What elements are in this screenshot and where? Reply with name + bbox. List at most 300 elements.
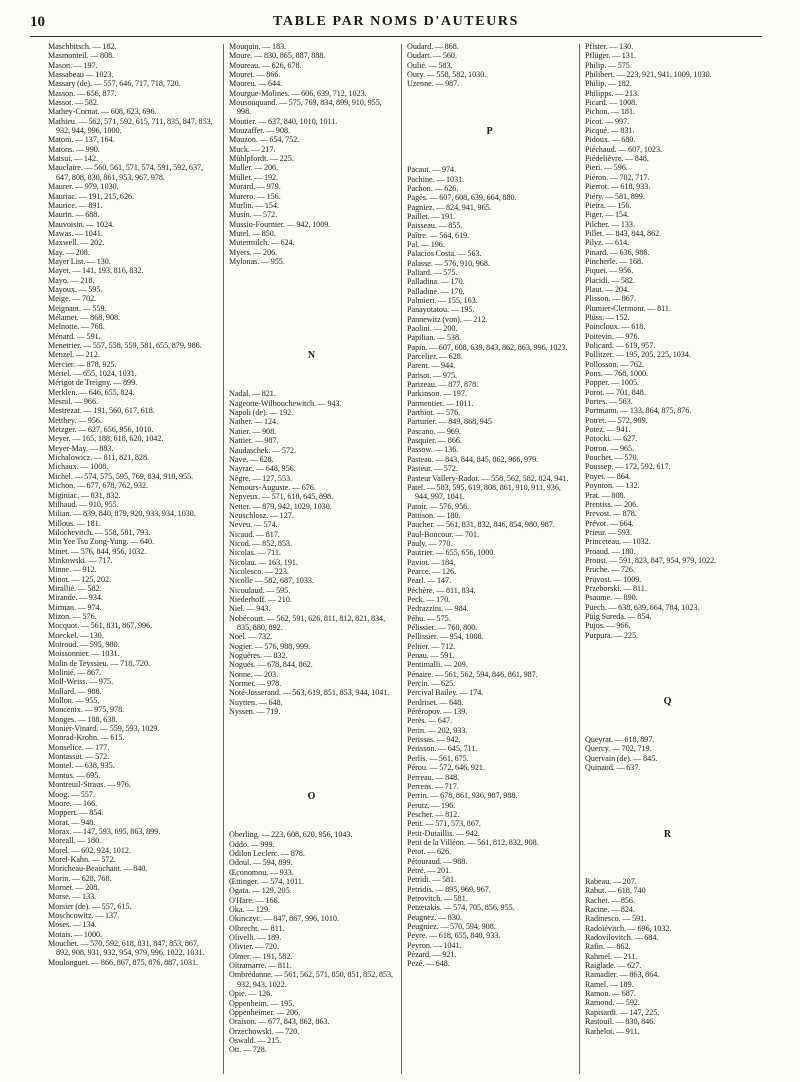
index-entry: Morin. — 628, 768. xyxy=(48,873,112,883)
index-entry: Mühlpfordt. — 225. xyxy=(229,154,294,164)
index-entry: Pannewitz (von). — 212. xyxy=(407,314,488,324)
index-entry: Péhu. — 575. xyxy=(407,613,451,623)
index-entry: Picard. — 1008. xyxy=(585,98,638,108)
index-entry: Murlin. — 154. xyxy=(229,200,280,210)
index-entry: Mauriac. — 191, 215, 626. xyxy=(48,191,135,201)
index-entry: Pujos. — 966. xyxy=(585,621,631,631)
index-entry: Piger. — 154. xyxy=(585,210,630,220)
index-entry: Pidoux. — 680. xyxy=(585,135,636,145)
index-entry: Napoli (de). — 192. xyxy=(229,408,294,418)
index-entry: Niederhoff. — 210. xyxy=(229,595,292,604)
index-entry: Maurice. — 891. xyxy=(48,200,103,210)
section-letter: O xyxy=(307,791,317,803)
index-entry: Noguères. — 832. xyxy=(229,651,288,661)
index-entry: Ott. — 728. xyxy=(229,1045,267,1055)
index-entry: Moncenix. — 975, 978. xyxy=(48,705,125,715)
index-entry: Oswald. — 215. xyxy=(229,1035,282,1045)
index-entry: Parent. — 944. xyxy=(407,361,456,371)
index-entry: Milian. — 839, 840, 879, 920, 933, 934, 1030. xyxy=(48,509,196,519)
index-entry: Oka. — 129. xyxy=(229,905,271,915)
index-entry: Quervain (de). — 845. xyxy=(585,753,658,763)
index-entry: Rathelot. — 911. xyxy=(585,1026,640,1036)
index-column-2 xyxy=(229,42,395,1077)
index-entry: Mizon. — 576. xyxy=(48,611,97,621)
index-entry: Rapisardi. — 147, 225. xyxy=(585,1007,660,1017)
index-entry: Pauly. — 770. xyxy=(407,538,453,548)
index-entry: Moore. — 166. xyxy=(48,798,98,808)
index-entry: Nicaud. — 817. xyxy=(229,529,280,539)
index-entry: Massabeau — 1023. xyxy=(48,70,114,80)
section-letter: N xyxy=(307,350,317,362)
index-entry: Mériel. — 655, 1024, 1031. xyxy=(48,369,137,379)
index-entry: Pedrazzini. — 984. xyxy=(407,604,469,614)
index-entry: Proaud. — 180. xyxy=(585,546,636,556)
index-entry: Peck. — 170. xyxy=(407,594,451,604)
index-entry: Perin. — 202, 933. xyxy=(407,725,468,735)
index-entry: Paître. — 564, 619. xyxy=(407,230,470,240)
index-entry: Pascano. — 969. xyxy=(407,426,462,436)
index-entry: Parmentier. — 1011. xyxy=(407,398,474,408)
index-entry: Radovilovitch. — 684. xyxy=(585,933,659,943)
index-entry: Millous. — 181. xyxy=(48,518,101,528)
index-entry: Niel. — 943. xyxy=(229,604,271,614)
index-entry: Petridis. — 895, 969, 967. xyxy=(407,884,491,894)
index-entry: Moog. — 557. xyxy=(48,789,95,799)
index-entry: Pierrot. — 618, 933. xyxy=(585,182,651,192)
index-entry: Peyron. — 1041. xyxy=(407,940,462,950)
index-entry: Molin de Teyssieu. — 718, 720. xyxy=(48,658,151,668)
index-entry: Nicolau. — 163, 191. xyxy=(229,557,298,567)
index-entry: Nepveux. — 571, 618, 645, 898. xyxy=(229,492,334,502)
index-entry: Purpura. — 225. xyxy=(585,630,639,640)
index-entry: Pilcher. — 133. xyxy=(585,219,636,229)
index-entry: Muck. — 217. xyxy=(229,144,276,154)
index-entry: Palmieri. — 155, 163. xyxy=(407,295,478,305)
index-entry: Mayo. — 218. xyxy=(48,275,95,285)
index-entry: Minot. — 125, 202. xyxy=(48,574,112,584)
index-entry: Pflüger. — 131. xyxy=(585,51,636,61)
index-entry: Nyssen. — 719. xyxy=(229,707,281,717)
index-entry: Menzel. — 212. xyxy=(48,350,100,360)
index-entry: Pearl. — 147. xyxy=(407,576,452,586)
index-entry: Moschcowitz. — 137. xyxy=(48,910,120,920)
page-title: TABLE PAR NOMS D'AUTEURS xyxy=(273,14,519,29)
index-entry: Nègre. — 127, 553. xyxy=(229,473,293,483)
index-entry: Mawas. — 1041. xyxy=(48,228,103,238)
index-entry: Pearce. — 126. xyxy=(407,566,457,576)
index-entry: Uzenne. — 987. xyxy=(407,79,460,89)
index-entry: Pieri. — 596. xyxy=(585,163,628,173)
index-entry: Moiroud. — 595, 980. xyxy=(48,640,120,649)
index-entry: Olivier. — 720. xyxy=(229,942,280,952)
index-entry: Mérigot de Treigny. — 899. xyxy=(48,378,138,388)
index-entry: Oltramarre. — 811. xyxy=(229,961,292,971)
index-entry: Monges. — 188, 638. xyxy=(48,714,118,724)
index-entry: Morat. — 948. xyxy=(48,817,96,827)
index-entry: Œttinger. — 574, 1011. xyxy=(229,877,304,887)
index-entry: Rachet. — 856. xyxy=(585,895,635,905)
index-entry: Moureau. — 626, 678. xyxy=(229,60,302,70)
index-entry: Meyer-May. — 883. xyxy=(48,443,114,453)
index-entry: Motais. — 1000. xyxy=(48,929,103,939)
index-entry: Myers. — 206. xyxy=(229,247,278,257)
index-entry: Perrens. — 717. xyxy=(407,781,459,791)
index-entry: Masson. — 656, 877. xyxy=(48,88,117,98)
index-entry: Mélamet. — 868, 908. xyxy=(48,312,121,322)
index-entry: Massary (de). — 557, 646, 717, 718, 720. xyxy=(48,79,181,89)
index-entry: Pons. — 768, 1000. xyxy=(585,369,649,379)
index-entry: Perlis. — 561, 675. xyxy=(407,753,469,763)
index-entry: Michaux. — 1008. xyxy=(48,462,109,472)
index-entry: Poincloux. — 618. xyxy=(585,322,646,332)
index-entry: Perdriset. — 648. xyxy=(407,697,464,707)
index-entry: Plumier-Clermont. — 811. xyxy=(585,303,671,313)
index-entry: Masmonteil. — 808. xyxy=(48,51,115,61)
index-entry: Philibert. — 223, 921, 941, 1009, 1030. xyxy=(585,70,712,80)
index-entry: Maxwell. — 202. xyxy=(48,238,105,248)
index-entry: Puech. — 638, 639, 664, 784, 1023. xyxy=(585,602,700,612)
index-entry: Pasteur. — 572. xyxy=(407,464,458,474)
index-entry: Parturier. — 849, 868, 945 xyxy=(407,417,492,427)
section-letter: P xyxy=(486,126,494,138)
index-entry: Min Yee Tsu Zong-Yung. — 640. xyxy=(48,537,155,547)
index-entry: Palacios Costa. — 563. xyxy=(407,249,482,259)
index-entry: Mauvoisin. — 1024. xyxy=(48,219,115,229)
section-spacer xyxy=(229,266,395,350)
index-entry: Perissas. — 942. xyxy=(407,735,461,745)
index-entry: Oddo. — 999. xyxy=(229,839,275,849)
index-entry: Petrovitch. — 581. xyxy=(407,893,468,903)
index-entry: Maurin. — 688. xyxy=(48,210,100,220)
index-entry: Paul-Boncour. — 701. xyxy=(407,529,480,539)
index-entry: Pattison. — 180. xyxy=(407,510,461,520)
index-entry: Pérou. — 572, 646, 921. xyxy=(407,763,485,773)
header-rule xyxy=(30,36,762,37)
index-entry: Neveu. — 574. xyxy=(229,520,278,530)
index-entry: Parizeau. — 877, 878. xyxy=(407,380,479,390)
index-entry: Nicoulaud. — 595. xyxy=(229,585,291,595)
index-entry: Pénaire. — 561, 562, 594, 846, 861, 987. xyxy=(407,669,538,679)
index-entry: Okinczyc. — 847, 867, 996, 1010. xyxy=(229,914,339,924)
index-entry: Naudaschek. — 572. xyxy=(229,445,297,455)
index-entry: Mocquot. — 561, 831, 867, 996. xyxy=(48,621,153,631)
index-entry: Mourgue-Molines. — 606, 639, 712, 1023. xyxy=(229,88,367,98)
index-entry: Pietra. — 156. xyxy=(585,200,632,210)
index-entry: Olivelli. — 189. xyxy=(229,933,282,943)
section-spacer xyxy=(407,89,573,126)
index-entry: Picot. — 997. xyxy=(585,116,630,126)
index-entry: May. — 208. xyxy=(48,247,90,257)
index-entry: Paucher. — 561, 831, 832, 846, 854, 980, 987. xyxy=(407,520,555,530)
index-entry: Pincherle. — 168. xyxy=(585,256,644,266)
index-entry: Morse. — 133. xyxy=(48,892,97,902)
index-entry: Potret. — 572, 909. xyxy=(585,415,648,425)
index-entry: Pollosson. — 762. xyxy=(585,359,645,369)
index-entry: Portmann. — 133, 864, 875, 876. xyxy=(585,406,692,416)
index-entry: Palladina. — 170. xyxy=(407,277,465,287)
index-entry: Prevost. — 878. xyxy=(585,509,637,519)
index-entry: Poitevin. — 976. xyxy=(585,331,640,341)
index-entry: Nonne. — 203. xyxy=(229,669,279,679)
index-entry: Peugniez. — 570, 594, 908. xyxy=(407,922,496,931)
index-entry: Moissonnier. — 1031. xyxy=(48,649,120,659)
index-entry: Petit de la Villéon. — 561, 812, 832, 908. xyxy=(407,837,539,847)
section-spacer xyxy=(585,840,751,877)
index-entry: Mouzaffer. — 908. xyxy=(229,126,291,136)
index-entry: Montel. — 638, 935. xyxy=(48,761,115,771)
author-index xyxy=(48,42,758,1077)
index-entry: Papilian. — 538. xyxy=(407,333,462,343)
index-entry: Minet. — 576, 844, 956, 1032. xyxy=(48,546,147,556)
index-entry: Meignant. — 559. xyxy=(48,303,107,313)
index-entry: Paviot. — 184. xyxy=(407,557,456,567)
index-entry: Murard. — 979. xyxy=(229,182,281,192)
index-entry: Potocki. — 627. xyxy=(585,434,638,444)
index-entry: Rabeau. — 207. xyxy=(585,877,637,886)
index-entry: Panayotatou. — 195. xyxy=(407,305,475,315)
index-entry: Natier. — 908. xyxy=(229,426,277,436)
index-entry: Papin. — 607, 608, 639, 843, 862, 863, 996, 1023. xyxy=(407,342,568,352)
index-entry: Piéchaud. — 607, 1023. xyxy=(585,144,663,154)
index-entry: Rabut. — 618, 740 xyxy=(585,886,646,896)
index-entry: Œconomou. — 933. xyxy=(229,867,294,877)
index-entry: Mercier. — 878, 925. xyxy=(48,359,117,369)
index-entry: Michon. — 677, 678, 762, 932. xyxy=(48,481,149,491)
index-entry: Milochevitch. — 558, 581, 793. xyxy=(48,527,151,537)
page-number: 10 xyxy=(30,14,45,30)
index-entry: Palasse. — 576, 910, 968. xyxy=(407,258,490,268)
index-entry: Nogier. — 576, 988, 999. xyxy=(229,641,311,651)
index-entry: Mauclaire. — 560, 561, 571, 574, 591, 592, 637, 647, 808, 830, 861, 953, 967, 978. xyxy=(48,163,204,182)
index-entry: Noté-Josserand. — 563, 619, 851, 853, 944, 1041. xyxy=(229,688,390,698)
index-entry: Morax. — 147, 593, 695, 863, 899. xyxy=(48,826,161,836)
index-entry: Ménard. — 591. xyxy=(48,331,101,341)
index-entry: Pillet. — 843, 844, 862. xyxy=(585,228,662,238)
index-entry: Philip. — 182. xyxy=(585,79,632,89)
index-entry: Policard. — 619, 957. xyxy=(585,341,656,350)
column-divider xyxy=(223,44,224,1074)
index-entry: Poussep. — 172, 592, 617. xyxy=(585,462,671,472)
index-entry: Pacaut. — 974. xyxy=(407,165,457,175)
index-entry: Oberling. — 223, 608, 620, 956, 1043. xyxy=(229,830,353,840)
index-entry: Mirande. — 934. xyxy=(48,593,103,603)
section-letter: R xyxy=(663,828,673,840)
index-entry: Passow. — 136. xyxy=(407,445,459,455)
index-entry: Müller. — 192. xyxy=(229,172,279,182)
index-entry: Monrad-Krohn. — 615. xyxy=(48,733,125,743)
index-entry: Montreuil-Straus. — 976. xyxy=(48,780,131,790)
index-entry: Ombrédanne. — 561, 562, 571, 850, 851, 852, 853, 932, 943, 1022. xyxy=(229,970,394,989)
index-entry: Placidi. — 582. xyxy=(585,275,636,285)
index-entry: Mason. — 197. xyxy=(48,60,98,70)
index-entry: Nicolesco. — 223. xyxy=(229,566,289,576)
index-entry: Neuschlosz. — 127. xyxy=(229,510,294,520)
index-entry: Penau. — 591. xyxy=(407,651,455,661)
index-entry: Parthiot. — 576. xyxy=(407,408,461,418)
index-entry: Radoïévitch. — 696, 1032. xyxy=(585,923,672,933)
index-entry: Pachine. — 1031. xyxy=(407,174,465,184)
index-entry: Maschbitsch. — 182. xyxy=(48,42,117,51)
index-entry: Piéron. — 702, 717. xyxy=(585,172,650,182)
index-entry: Mouzon. — 654, 752. xyxy=(229,135,300,145)
index-entry: Nicolle — 582, 687, 1033. xyxy=(229,576,314,586)
index-entry: Montus. — 695. xyxy=(48,770,101,780)
index-entry: Potron. — 965. xyxy=(585,443,635,453)
index-entry: Murero. — 156. xyxy=(229,191,281,201)
index-entry: Plaut. — 204. xyxy=(585,284,630,294)
index-entry: Moppert. — 854. xyxy=(48,808,104,818)
index-entry: Monselice. — 177. xyxy=(48,742,110,752)
index-entry: Menetrier. — 557, 558, 559, 581, 655, 879, 986. xyxy=(48,341,202,350)
section-spacer xyxy=(407,137,573,165)
index-entry: Poyet. — 864. xyxy=(585,471,631,481)
index-entry: Mirman. — 974. xyxy=(48,602,102,612)
index-entry: Milhaud. — 910, 955. xyxy=(48,499,119,509)
index-entry: Pal. — 196. xyxy=(407,239,445,249)
index-entry: Petit-Dutaillis. — 942. xyxy=(407,828,480,838)
index-entry: Przeborski. — 811. xyxy=(585,583,647,593)
index-entry: Puig Sureda. — 854. xyxy=(585,611,652,621)
index-entry: Olbrecht. — 811. xyxy=(229,923,285,933)
index-entry: Plüss. — 152. xyxy=(585,312,630,322)
index-entry: Nave. — 628. xyxy=(229,454,274,464)
index-entry: Pouchet. — 570. xyxy=(585,453,639,463)
index-entry: Miginiac. — 831, 832. xyxy=(48,490,121,500)
index-entry: Nattier. — 987. xyxy=(229,436,279,446)
index-entry: Prentiss. — 206. xyxy=(585,499,639,509)
index-entry: Rafin. — 862. xyxy=(585,942,631,952)
index-entry: Mouquin. — 183. xyxy=(229,42,287,51)
index-entry: Mayoux. — 595. xyxy=(48,284,103,294)
section-spacer xyxy=(585,707,751,735)
index-entry: Parisot. — 975. xyxy=(407,370,458,380)
index-entry: Metthey. — 956. xyxy=(48,415,102,425)
index-entry: Ramadier. — 863, 864. xyxy=(585,970,660,980)
index-entry: Mestrezat. — 191, 560, 617, 618. xyxy=(48,406,155,416)
index-entry: Quercy. — 702, 719. xyxy=(585,744,652,754)
index-entry: Pilyz. — 614. xyxy=(585,238,630,248)
index-entry: Parcelier. — 628. xyxy=(407,352,463,362)
index-column-3 xyxy=(407,42,573,1077)
index-entry: Pentimalli. — 209. xyxy=(407,660,468,670)
index-entry: Mouchet. — 570, 592, 618, 831, 847, 853, 867, 892, 908, 931, 932, 954, 979, 996, 1022, 1031. xyxy=(48,939,205,958)
index-entry: Maurer. — 979, 1030. xyxy=(48,182,119,192)
index-entry: Popper. — 1005. xyxy=(585,378,640,388)
index-entry: Mousouquand. — 575, 769, 834, 899, 910, 955, 998. xyxy=(229,98,382,117)
index-entry: Perutz. — 196. xyxy=(407,800,456,810)
index-entry: Merklen. — 646, 655, 824. xyxy=(48,387,135,397)
index-entry: Porot. — 701, 848. xyxy=(585,387,646,397)
index-entry: Ramond. — 592. xyxy=(585,998,640,1008)
index-entry: Moeckel. — 130. xyxy=(48,630,104,640)
section-spacer xyxy=(229,361,395,389)
index-entry: Patoir. — 576, 956. xyxy=(407,501,470,511)
index-entry: Pezé. — 648. xyxy=(407,959,450,969)
index-entry: Perisson. — 645, 711. xyxy=(407,744,478,754)
index-entry: Rastouil. — 830, 846. xyxy=(585,1017,656,1027)
index-entry: Percival Bailey. — 174. xyxy=(407,688,484,698)
section-spacer xyxy=(585,640,751,696)
index-entry: Radinesco. — 591. xyxy=(585,914,647,924)
index-entry: Michel. — 574, 575, 595, 769, 834, 910, 955. xyxy=(48,471,194,481)
index-entry: Raiglade. — 627. xyxy=(585,961,642,971)
index-entry: Psaume. — 890. xyxy=(585,593,638,603)
index-entry: Pétouraud. — 988. xyxy=(407,856,468,866)
index-entry: Paisseau. — 855. xyxy=(407,221,463,231)
index-entry: Pachon. — 626. xyxy=(407,183,459,193)
index-entry: Princeteau. — 1032. xyxy=(585,537,651,547)
index-column-4 xyxy=(585,42,751,1077)
index-entry: Piéry. — 581, 899. xyxy=(585,191,645,201)
index-entry: Petzetakis. — 574, 705, 856, 955. xyxy=(407,903,515,913)
index-entry: Mathieu. — 562, 571, 592, 615, 711, 835, 847, 853, 932, 944, 996, 1000. xyxy=(48,116,213,136)
index-entry: Racine. — 824. xyxy=(585,905,635,915)
index-entry: Michalowicz. — 811, 821, 828. xyxy=(48,453,150,463)
index-entry: Mutermilch. — 624. xyxy=(229,238,295,248)
index-entry: Nicolas. — 711. xyxy=(229,548,281,558)
index-entry: Olmer. — 191, 582. xyxy=(229,951,293,961)
section-spacer xyxy=(229,802,395,830)
index-entry: Nadal. — 821. xyxy=(229,389,276,399)
index-column-1 xyxy=(48,42,214,1077)
index-entry: O'Hare. — 166. xyxy=(229,895,280,905)
index-entry: Moureu. — 644. xyxy=(229,79,283,89)
index-entry: Minne. — 912. xyxy=(48,565,97,575)
index-entry: Peltier. — 712. xyxy=(407,641,456,651)
index-entry: Piédelièvre. — 848. xyxy=(585,154,649,164)
index-entry: Mornet. — 208. xyxy=(48,882,100,892)
index-entry: Odilon Leclerc. — 878. xyxy=(229,849,305,858)
index-entry: Pagès. — 607, 608, 639, 664, 880. xyxy=(407,193,517,203)
index-entry: Nageotte-Wilbouchewitch. — 943. xyxy=(229,398,342,408)
index-entry: Muller. — 206. xyxy=(229,163,279,173)
index-entry: Nemours-Auguste. — 676. xyxy=(229,482,316,492)
index-entry: Monier-Vinard. — 559, 593, 1029. xyxy=(48,724,160,734)
index-entry: Moricheau-Beauchant. — 840. xyxy=(48,864,148,874)
index-entry: Mylonas. — 955. xyxy=(229,256,285,266)
index-entry: Philip. — 575. xyxy=(585,60,632,70)
index-entry: Pézard. — 921. xyxy=(407,950,457,960)
page-header xyxy=(30,12,762,34)
index-entry: Moreall. — 180. xyxy=(48,836,102,846)
section-letter: Q xyxy=(663,696,673,708)
index-entry: Pellissier. — 954, 1008. xyxy=(407,632,484,642)
index-entry: Matoni. — 137, 164. xyxy=(48,135,115,145)
index-entry: Petot. — 626. xyxy=(407,847,452,857)
index-entry: Philipps. — 213. xyxy=(585,88,640,98)
index-entry: Paillet. — 191. xyxy=(407,211,456,221)
index-entry: Pruvost. — 1009. xyxy=(585,574,642,584)
index-entry: Moutier. — 637, 840, 1010, 1011. xyxy=(229,116,338,126)
index-entry: Paolini. — 200. xyxy=(407,324,458,333)
index-entry: Matons. — 990. xyxy=(48,144,100,154)
index-entry: Prévot. — 664. xyxy=(585,518,634,528)
index-entry: Poynton. — 132. xyxy=(585,481,640,491)
index-entry: Molinié. — 867. xyxy=(48,668,102,678)
index-entry: Oppenheimer. — 206. xyxy=(229,1007,301,1017)
index-entry: Rahmel. — 211. xyxy=(585,951,638,961)
section-spacer xyxy=(229,716,395,791)
index-entry: Mayet. — 141, 193, 816, 832. xyxy=(48,266,144,276)
index-entry: Metzger. — 627, 656, 956, 1010. xyxy=(48,425,154,435)
index-entry: Moulonguet. — 866, 867, 875, 876, 887, 1031. xyxy=(48,957,199,967)
index-entry: Pagniez. — 824, 941, 965. xyxy=(407,202,492,212)
index-entry: Plisson. — 867. xyxy=(585,294,636,304)
index-entry: Mirallié. — 582. xyxy=(48,583,102,593)
index-entry: Pasquier. — 866. xyxy=(407,436,462,446)
index-entry: Nicod. — 852, 853. xyxy=(229,538,293,548)
index-entry: Pruche. — 726. xyxy=(585,565,636,575)
